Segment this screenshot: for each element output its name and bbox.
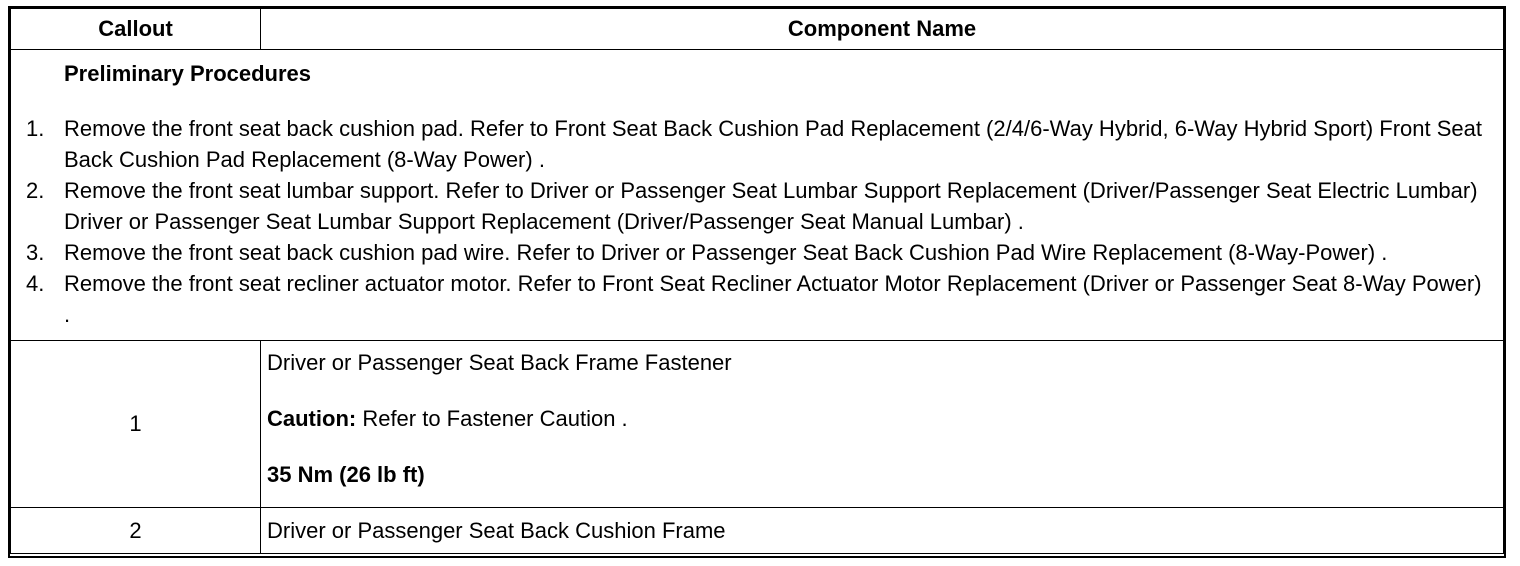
caution-text: Refer to Fastener Caution . <box>356 406 628 431</box>
table-row <box>11 341 1504 508</box>
step-number: 2. <box>26 178 45 203</box>
component-name: Driver or Passenger Seat Back Cushion Frame <box>267 517 726 543</box>
preliminary-procedures-title: Preliminary Procedures <box>64 61 312 86</box>
torque-spec: 35 Nm (26 lb ft) <box>267 462 425 487</box>
header-row <box>11 9 1504 50</box>
preliminary-steps-list <box>11 113 1493 330</box>
callout-number: 1 <box>11 341 261 508</box>
step-text: Remove the front seat back cushion pad wire. Refer to Driver or Passenger Seat Back Cushion Pad Wire Replacement (8-Way-Power) . <box>64 240 1388 265</box>
table-row <box>11 508 1504 554</box>
preliminary-procedures-cell <box>11 50 1504 341</box>
preliminary-step <box>11 237 1493 268</box>
step-number: 1. <box>26 116 45 141</box>
procedure-table-frame <box>8 6 1506 558</box>
component-name-cell <box>261 341 1504 508</box>
preliminary-step <box>11 175 1493 237</box>
callout-number: 2 <box>11 508 261 554</box>
caution-label: Caution: <box>267 406 357 431</box>
step-text: Remove the front seat lumbar support. Refer to Driver or Passenger Seat Lumbar Support Replacement (Driver/Passenger Seat Electric Lumbar) Driver or Passenger Seat Lumbar Support Replacement (Driver/Passenger Seat Manual Lumbar) . <box>64 178 1478 234</box>
preliminary-step <box>11 268 1493 330</box>
component-name-cell <box>261 508 1504 554</box>
step-text: Remove the front seat recliner actuator motor. Refer to Front Seat Recliner Actuator Motor Replacement (Driver or Passenger Seat 8-Way Power) . <box>64 271 1482 327</box>
callout-header: Callout <box>11 9 261 50</box>
caution-note <box>267 405 1497 433</box>
preliminary-row <box>11 50 1504 341</box>
component-table <box>10 8 1504 554</box>
step-number: 3. <box>26 240 45 265</box>
step-text: Remove the front seat back cushion pad. Refer to Front Seat Back Cushion Pad Replacement (2/4/6-Way Hybrid, 6-Way Hybrid Sport) Front Seat Back Cushion Pad Replacement (8-Way Power) . <box>64 116 1483 172</box>
component-name-header: Component Name <box>261 9 1504 50</box>
component-name: Driver or Passenger Seat Back Frame Fastener <box>267 350 732 375</box>
preliminary-step <box>11 113 1493 175</box>
step-number: 4. <box>26 271 45 296</box>
